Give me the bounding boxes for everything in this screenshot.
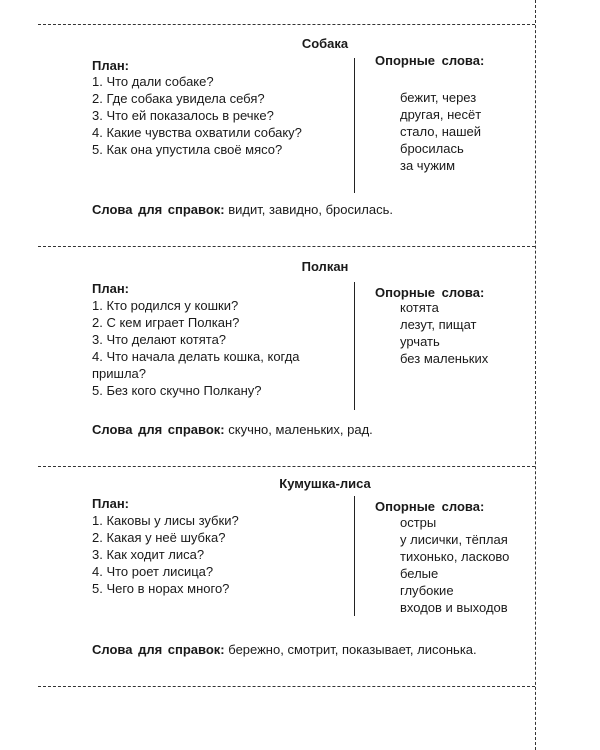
keyword-item: без маленьких <box>400 351 489 366</box>
card-title: Собака <box>301 36 349 51</box>
keyword-item: входов и выходов <box>400 600 508 615</box>
keyword-item: глубокие <box>400 583 454 598</box>
cut-line-horizontal <box>38 686 535 687</box>
keyword-item: за чужим <box>400 158 456 173</box>
plan-item: 3. Что делают котята? <box>92 332 227 347</box>
reference-words-text: бережно, смотрит, показывает, лисонька. <box>228 642 477 657</box>
plan-heading: План: <box>92 58 130 73</box>
keyword-item: котята <box>400 300 439 315</box>
reference-words-label: Слова для справок: <box>92 422 225 437</box>
column-divider <box>354 496 355 616</box>
plan-item: 4. Что роет лисица? <box>92 564 214 579</box>
reference-words-text: скучно, маленьких, рад. <box>228 422 373 437</box>
plan-item: 3. Что ей показалось в речке? <box>92 108 274 123</box>
plan-item: 5. Чего в норах много? <box>92 581 230 596</box>
plan-list <box>92 512 347 597</box>
keywords-heading: Опорные слова: <box>375 53 485 68</box>
keyword-item: тихонько, ласково <box>400 549 510 564</box>
plan-item: 3. Как ходит лиса? <box>92 547 205 562</box>
reference-words-label: Слова для справок: <box>92 642 225 657</box>
cut-line-vertical <box>535 0 536 750</box>
keyword-item: другая, несёт <box>400 107 482 122</box>
plan-item: 5. Как она упустила своё мясо? <box>92 142 283 157</box>
plan-item: 1. Каковы у лисы зубки? <box>92 513 239 528</box>
plan-item: 1. Что дали собаке? <box>92 74 214 89</box>
keyword-item: стало, нашей <box>400 124 482 139</box>
reference-words <box>92 642 477 657</box>
reference-words-text: видит, завидно, бросилась. <box>228 202 393 217</box>
plan-heading: План: <box>92 496 130 511</box>
keyword-item: бежит, через <box>400 90 477 105</box>
keyword-item: урчать <box>400 334 440 349</box>
keywords-heading: Опорные слова: <box>375 285 485 300</box>
card-title: Полкан <box>301 259 349 274</box>
plan-item: 1. Кто родился у кошки? <box>92 298 239 313</box>
plan-item: 4. Что начала делать кошка, когда пришла? <box>92 349 300 381</box>
keyword-item: лезут, пищат <box>400 317 477 332</box>
plan-item: 2. Какая у неё шубка? <box>92 530 226 545</box>
keyword-item: остры <box>400 515 437 530</box>
plan-item: 2. С кем играет Полкан? <box>92 315 240 330</box>
keywords-list <box>400 514 509 616</box>
plan-item: 4. Какие чувства охватили собаку? <box>92 125 302 140</box>
reference-words-label: Слова для справок: <box>92 202 225 217</box>
keyword-item: белые <box>400 566 439 581</box>
plan-item: 2. Где собака увидела себя? <box>92 91 265 106</box>
card-title: Кумушка-лиса <box>279 476 371 491</box>
plan-item: 5. Без кого скучно Полкану? <box>92 383 262 398</box>
keyword-item: у лисички, тёплая <box>400 532 508 547</box>
keywords-heading: Опорные слова: <box>375 499 485 514</box>
keyword-item: бросилась <box>400 141 464 156</box>
plan-heading: План: <box>92 281 130 296</box>
